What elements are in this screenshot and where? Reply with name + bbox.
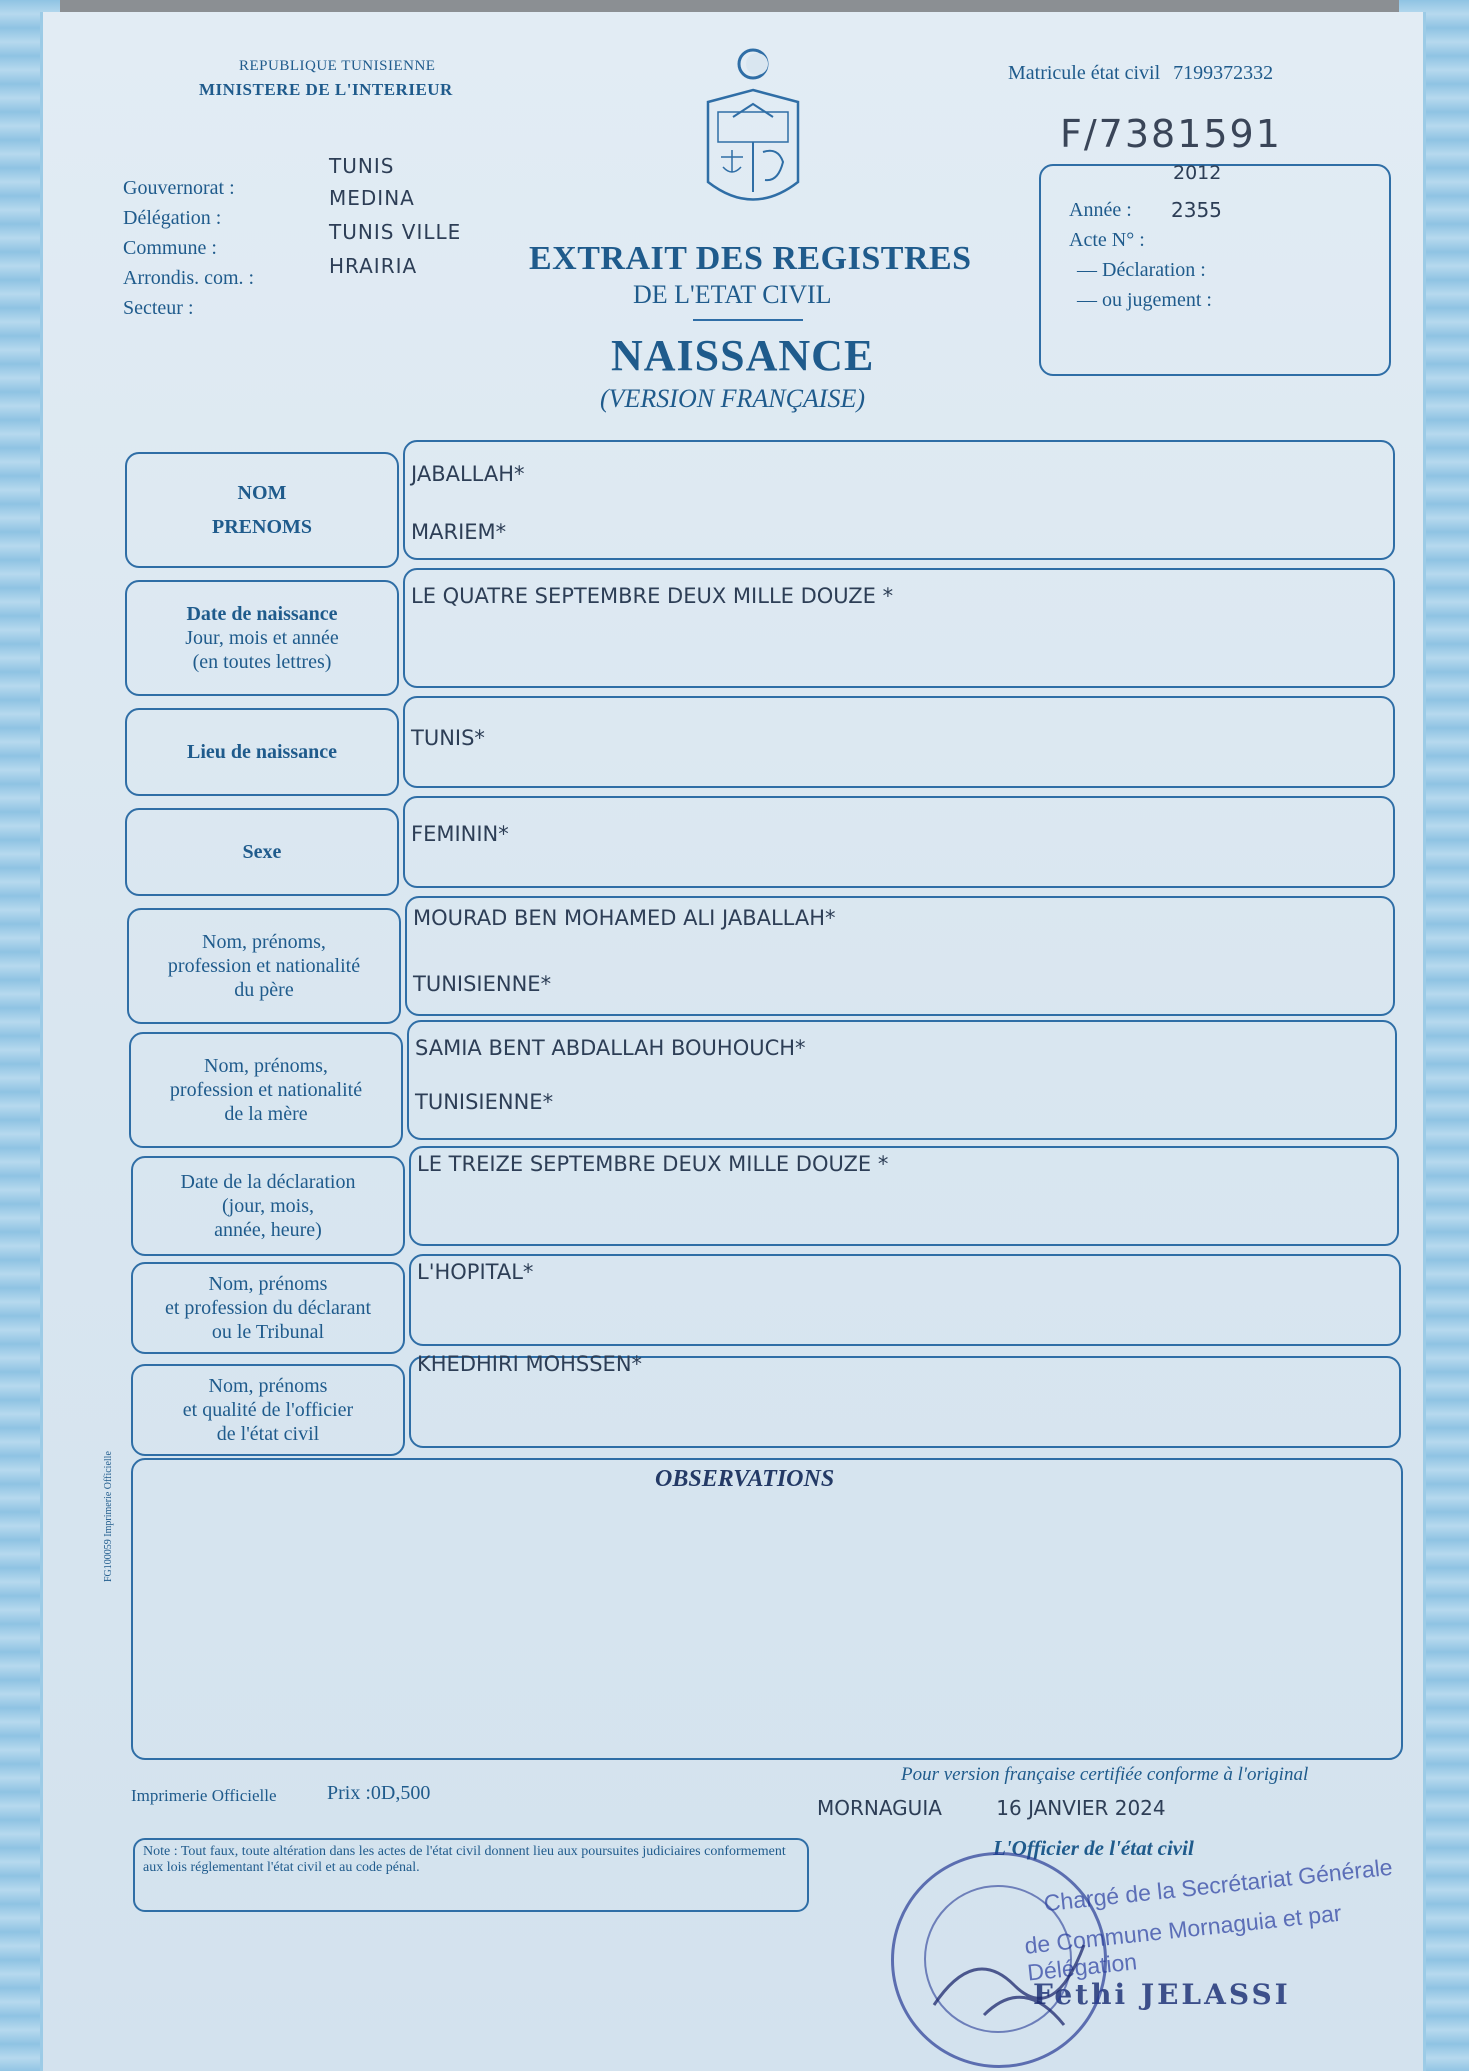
- pere-label-box: [127, 908, 401, 1024]
- nom-value: JABALLAH*: [411, 462, 525, 486]
- date-declaration-value: LE TREIZE SEPTEMBRE DEUX MILLE DOUZE *: [417, 1152, 889, 1176]
- declarant-value-box: [409, 1254, 1401, 1346]
- date-declaration-label-3: année, heure): [214, 1219, 322, 1241]
- date-naissance-sublabel-1: Jour, mois et année: [185, 627, 339, 649]
- gouvernorat-label: Gouvernorat :: [123, 177, 235, 199]
- date-declaration-label-box: [131, 1156, 405, 1256]
- mere-label-box: [129, 1032, 403, 1148]
- date-declaration-label-1: Date de la déclaration: [180, 1171, 356, 1193]
- note-text: Note : Tout faux, toute altération dans les actes de l'état civil donnent lieu aux poursuites judiciaires conformement aux lois réglementant l'état civil et au code pénal.: [143, 1844, 786, 1875]
- lieu-naissance-label-box: [125, 708, 399, 796]
- signature-scribble-icon: [894, 1855, 1104, 2065]
- pere-label-3: du père: [234, 979, 294, 1001]
- officier-label-3: de l'état civil: [216, 1423, 320, 1445]
- delegation-label: Délégation :: [123, 207, 222, 229]
- gouvernorat-value: TUNIS: [329, 154, 395, 178]
- prenoms-label: PRENOMS: [212, 516, 312, 538]
- title-extrait: EXTRAIT DES REGISTRES: [529, 240, 972, 277]
- nom-label: NOM: [237, 482, 287, 504]
- commune-label: Commune :: [123, 237, 217, 259]
- declarant-label-1: Nom, prénoms: [208, 1273, 328, 1295]
- mere-label-3: de la mère: [224, 1103, 308, 1125]
- pere-nationality-value: TUNISIENNE*: [413, 972, 552, 996]
- pere-name-value: MOURAD BEN MOHAMED ALI JABALLAH*: [413, 906, 836, 930]
- sexe-value: FEMININ*: [411, 822, 509, 846]
- mere-label-1: Nom, prénoms,: [204, 1055, 328, 1077]
- issue-date: 16 JANVIER 2024: [996, 1796, 1166, 1820]
- delegation-stamp-line-1: Chargé de la Secrétariat Générale: [1042, 1853, 1394, 1917]
- sexe-label: Sexe: [242, 841, 282, 863]
- jugement-label: — ou jugement :: [1077, 289, 1212, 311]
- secteur-label: Secteur :: [123, 297, 194, 319]
- title-naissance: NAISSANCE: [611, 331, 875, 380]
- matricule-label: Matricule état civil: [1008, 62, 1161, 84]
- observations-title: OBSERVATIONS: [655, 1466, 835, 1492]
- arrondissement-value: HRAIRIA: [329, 254, 418, 278]
- sexe-value-box: [403, 796, 1395, 888]
- officier-label-2: et qualité de l'officier: [182, 1399, 354, 1421]
- declarant-value: L'HOPITAL*: [417, 1260, 534, 1284]
- pere-label-1: Nom, prénoms,: [202, 931, 326, 953]
- issue-place: MORNAGUIA: [817, 1796, 942, 1820]
- title-divider: [693, 319, 803, 321]
- nom-prenoms-label-box: [125, 452, 399, 568]
- date-naissance-value: LE QUATRE SEPTEMBRE DEUX MILLE DOUZE *: [411, 584, 894, 608]
- title-etat-civil: DE L'ETAT CIVIL: [633, 280, 832, 309]
- annee-label: Année :: [1069, 199, 1132, 221]
- coat-of-arms-emblem: [693, 42, 813, 232]
- price-label: Prix :0D,500: [327, 1782, 431, 1804]
- officier-label-box: [131, 1364, 405, 1456]
- commune-value: TUNIS VILLE: [329, 220, 462, 244]
- officer-name: Fethi JELASSI: [1033, 1978, 1291, 2011]
- lieu-naissance-value-box: [403, 696, 1395, 788]
- annee-value: 2012: [1173, 162, 1222, 184]
- matricule-value: 7199372332: [1173, 62, 1274, 84]
- declarant-label-2: et profession du déclarant: [164, 1297, 372, 1319]
- lieu-naissance-label: Lieu de naissance: [186, 741, 338, 763]
- ministry-label: MINISTERE DE L'INTERIEUR: [199, 80, 453, 99]
- issue-place-date: [817, 1796, 1166, 1820]
- mere-label-2: profession et nationalité: [169, 1079, 363, 1101]
- imprimerie-label: Imprimerie Officielle: [131, 1786, 277, 1805]
- observations-box: [131, 1458, 1403, 1760]
- document-number: F/7381591: [1060, 112, 1282, 156]
- pere-label-2: profession et nationalité: [167, 955, 361, 977]
- title-version: (VERSION FRANÇAISE): [600, 384, 865, 413]
- date-declaration-label-2: (jour, mois,: [222, 1195, 314, 1217]
- officier-signature-label: L'Officier de l'état civil: [993, 1836, 1194, 1860]
- matricule-line: [1008, 62, 1273, 85]
- officier-label-1: Nom, prénoms: [208, 1375, 328, 1397]
- officier-value: KHEDHIRI MOHSSEN*: [417, 1352, 643, 1376]
- declaration-label: — Déclaration :: [1077, 259, 1206, 281]
- delegation-stamp-line-2: de Commune Mornaguia et par Délégation: [1023, 1899, 1343, 1986]
- declarant-label-3: ou le Tribunal: [211, 1321, 325, 1343]
- official-round-stamp: [891, 1852, 1107, 2068]
- document-paper: [40, 12, 1426, 2071]
- mere-nationality-value: TUNISIENNE*: [415, 1090, 554, 1114]
- printer-code: FG100059 Imprimerie Officielle: [103, 1451, 114, 1582]
- prenoms-value: MARIEM*: [411, 520, 507, 544]
- lieu-naissance-value: TUNIS*: [411, 726, 485, 750]
- certification-text: Pour version française certifiée conforme à l'original: [901, 1764, 1309, 1785]
- date-naissance-label: Date de naissance: [186, 603, 338, 625]
- date-naissance-sublabel-2: (en toutes lettres): [192, 651, 332, 673]
- acte-label: Acte N° :: [1069, 229, 1145, 251]
- mere-name-value: SAMIA BENT ABDALLAH BOUHOUCH*: [415, 1036, 806, 1060]
- acte-number-value: 2355: [1171, 198, 1222, 222]
- nom-prenoms-value-box: [403, 440, 1395, 560]
- declarant-label-box: [131, 1262, 405, 1354]
- republic-label: REPUBLIQUE TUNISIENNE: [239, 58, 436, 74]
- date-naissance-label-box: [125, 580, 399, 696]
- sexe-label-box: [125, 808, 399, 896]
- delegation-value: MEDINA: [329, 186, 415, 210]
- arrondissement-label: Arrondis. com. :: [123, 267, 255, 289]
